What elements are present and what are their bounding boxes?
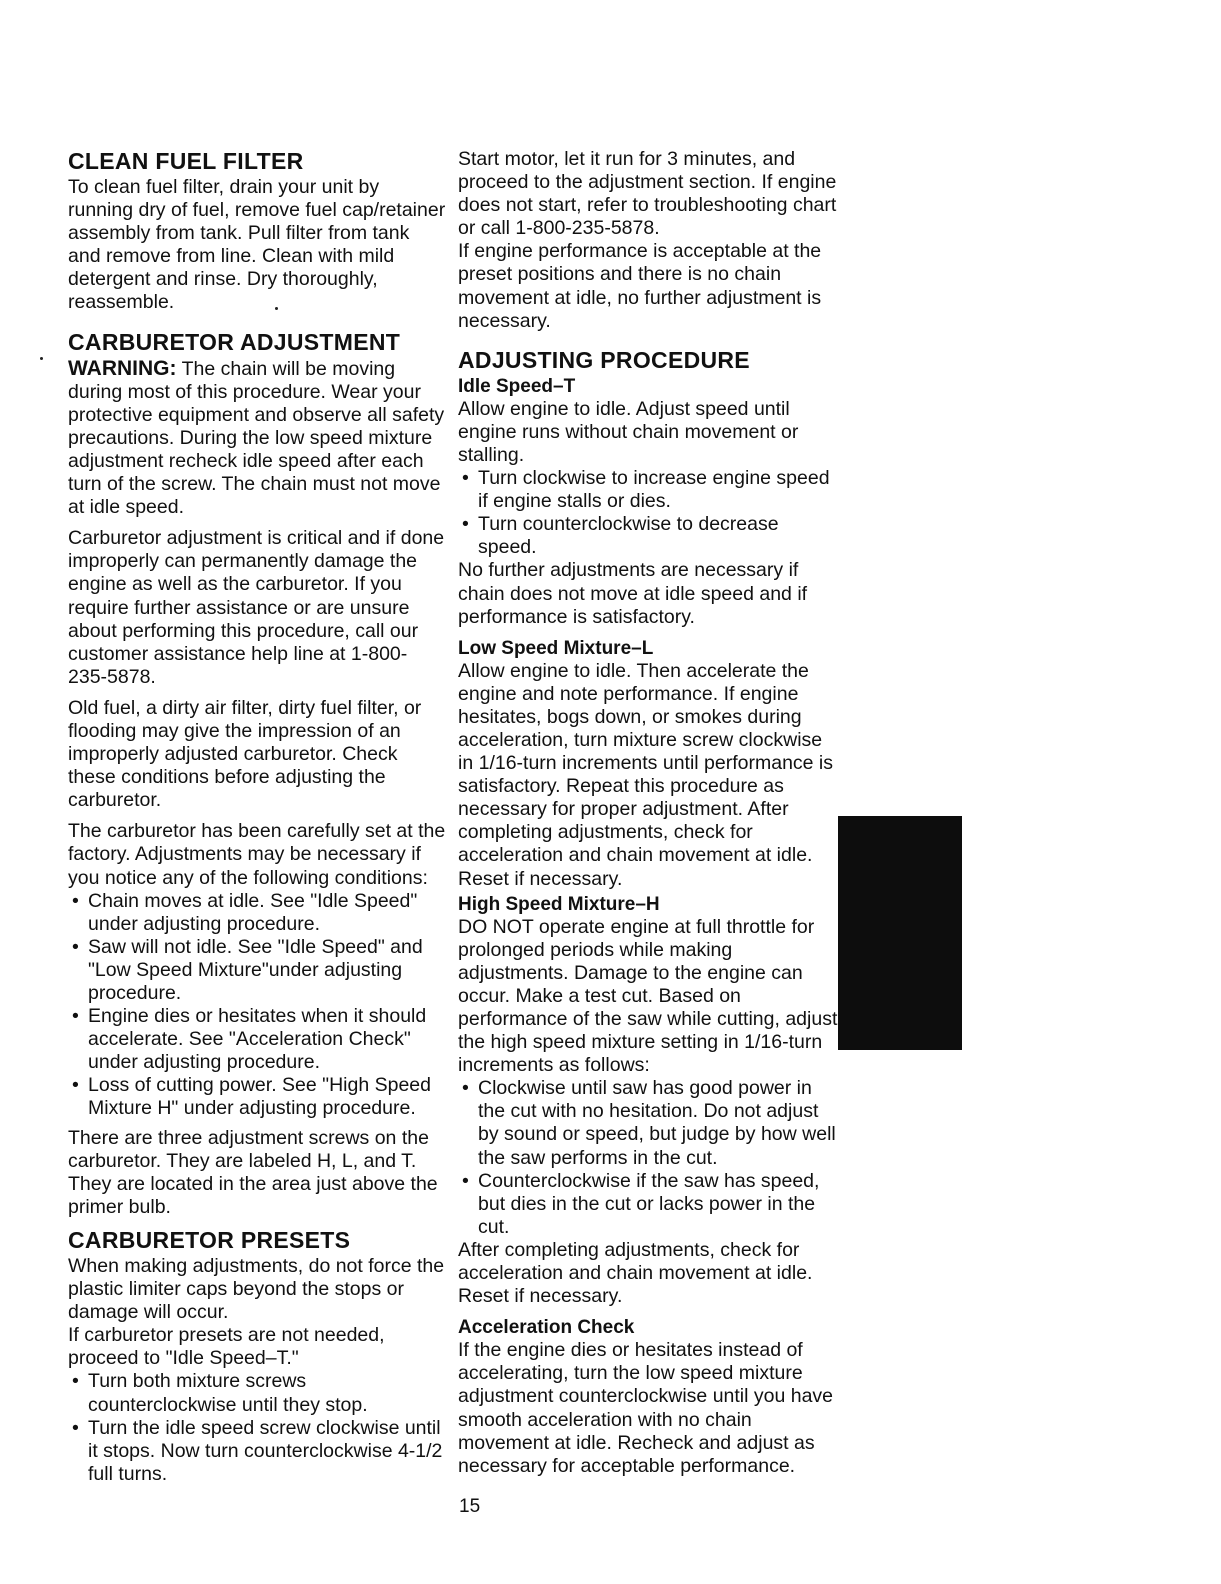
high-speed-subheading: High Speed Mixture–H xyxy=(458,893,660,915)
section-tab-marker xyxy=(838,816,962,1050)
list-item: • Loss of cutting power. See "High Speed Mixture H" under adjusting procedure. xyxy=(68,1074,446,1120)
carburetor-para-factory: The carburetor has been carefully set at the factory. Adjustments may be necessary if you notice any of the following conditions: xyxy=(68,820,446,889)
list-item: • Turn both mixture screws counterclockwise until they stop. xyxy=(68,1370,446,1416)
list-item: • Counterclockwise if the saw has speed, but dies in the cut or lacks power in the cut. xyxy=(458,1170,840,1239)
presets-para-limiter: When making adjustments, do not force the plastic limiter caps beyond the stops or damage will occur. xyxy=(68,1254,445,1324)
warning-text: The chain will be moving during most of this procedure. Wear your protective equipment and observe all safety precautions. During the low speed mixture adjustment recheck idle speed after each turn of the screw. The chain must not move at idle speed. xyxy=(68,357,445,519)
scan-speck xyxy=(275,307,278,310)
idle-speed-para-2: No further adjustments are necessary if chain does not move at idle speed and if performance is satisfactory. xyxy=(458,559,808,628)
low-speed-para: Allow engine to idle. Then accelerate the engine and note performance. If engine hesitates, bogs down, or smokes during acceleration, turn mixture screw clockwise in 1/16-turn increments until performance is satisfactory. Repeat this procedure as necessary for proper adjustment. After completing adjustments, check for acceleration and chain movement at idle. Reset if necessary. xyxy=(458,659,834,890)
carburetor-warning xyxy=(68,357,446,520)
left-column xyxy=(68,148,446,1492)
list-item: • Saw will not idle. See "Idle Speed" and "Low Speed Mixture"under adjusting procedure. xyxy=(68,936,446,1005)
carburetor-para-screws: There are three adjustment screws on the carburetor. They are labeled H, L, and T. They are located in the area just above the primer bulb. xyxy=(68,1126,438,1218)
carburetor-para-critical: Carburetor adjustment is critical and if done improperly can permanently damage the engine as well as the carburetor. If you require further assistance or are unsure about performing this procedure, call our customer assistance help line at 1-800-235-5878. xyxy=(68,527,445,688)
list-item: • Turn the idle speed screw clockwise until it stops. Now turn counterclockwise 4-1/2 full turns. xyxy=(68,1417,446,1486)
adjusting-procedure-heading: ADJUSTING PROCEDURE xyxy=(458,346,750,373)
idle-speed-list xyxy=(458,467,840,559)
conditions-list xyxy=(68,890,446,1121)
clean-fuel-filter-section xyxy=(68,148,446,315)
carburetor-adjustment-heading: CARBURETOR ADJUSTMENT xyxy=(68,328,401,355)
presets-steps-list xyxy=(68,1370,446,1485)
list-item: • Turn counterclockwise to decrease speed. xyxy=(458,513,840,559)
adjusting-procedure-section xyxy=(458,347,840,1478)
list-item: • Turn clockwise to increase engine speed if engine stalls or dies. xyxy=(458,467,840,513)
idle-speed-subheading: Idle Speed–T xyxy=(458,375,576,397)
idle-speed-para: Allow engine to idle. Adjust speed until engine runs without chain movement or stalling. xyxy=(458,397,799,466)
preset-acceptable-para: If engine performance is acceptable at the preset positions and there is no chain movement at idle, no further adjustment is necessary. xyxy=(458,240,822,332)
acceleration-check-subheading: Acceleration Check xyxy=(458,1317,635,1339)
list-item: • Clockwise until saw has good power in the cut with no hesitation. Do not adjust by sound or speed, but judge by how well the saw performs in the cut. xyxy=(458,1077,840,1169)
low-speed-subheading: Low Speed Mixture–L xyxy=(458,637,654,659)
high-speed-list xyxy=(458,1077,840,1239)
clean-fuel-filter-body: To clean fuel filter, drain your unit by running dry of fuel, remove fuel cap/retainer assembly from tank. Pull filter from tank and remove from line. Clean with mild detergent and rinse. Dry thoroughly, reassemble. xyxy=(68,176,446,314)
presets-para-not-needed: If carburetor presets are not needed, proceed to "Idle Speed–T." xyxy=(68,1324,385,1370)
high-speed-para: DO NOT operate engine at full throttle for prolonged periods while making adjustments. Damage to the engine can occur. Make a test cut. Based on performance of the saw while cutting, adjust the high speed mixture setting in 1/16-turn increments as follows: xyxy=(458,915,838,1077)
scan-speck xyxy=(40,357,43,360)
carburetor-adjustment-section xyxy=(68,329,446,1219)
clean-fuel-filter-heading: CLEAN FUEL FILTER xyxy=(68,148,304,174)
carburetor-presets-section xyxy=(68,1227,446,1486)
right-column xyxy=(458,148,840,1486)
acceleration-check-para: If the engine dies or hesitates instead of accelerating, turn the low speed mixture adjustment counterclockwise until you have smooth acceleration with no chain movement at idle. Recheck and adjust as necessary for acceptable performance. xyxy=(458,1339,834,1477)
warning-label: WARNING: xyxy=(68,356,177,380)
start-motor-para: Start motor, let it run for 3 minutes, and proceed to the adjustment section. If engine does not start, refer to troubleshooting chart or call 1-800-235-5878. xyxy=(458,148,837,240)
page-number: 15 xyxy=(459,1496,481,1517)
carburetor-presets-heading: CARBURETOR PRESETS xyxy=(68,1226,351,1253)
high-speed-para-2: After completing adjustments, check for acceleration and chain movement at idle. Reset if necessary. xyxy=(458,1238,813,1308)
list-item: • Engine dies or hesitates when it should accelerate. See "Acceleration Check" under adjusting procedure. xyxy=(68,1005,446,1074)
list-item: • Chain moves at idle. See "Idle Speed" under adjusting procedure. xyxy=(68,890,446,936)
carburetor-para-old-fuel: Old fuel, a dirty air filter, dirty fuel filter, or flooding may give the impression of an improperly adjusted carburetor. Check these conditions before adjusting the carburetor. xyxy=(68,696,422,812)
